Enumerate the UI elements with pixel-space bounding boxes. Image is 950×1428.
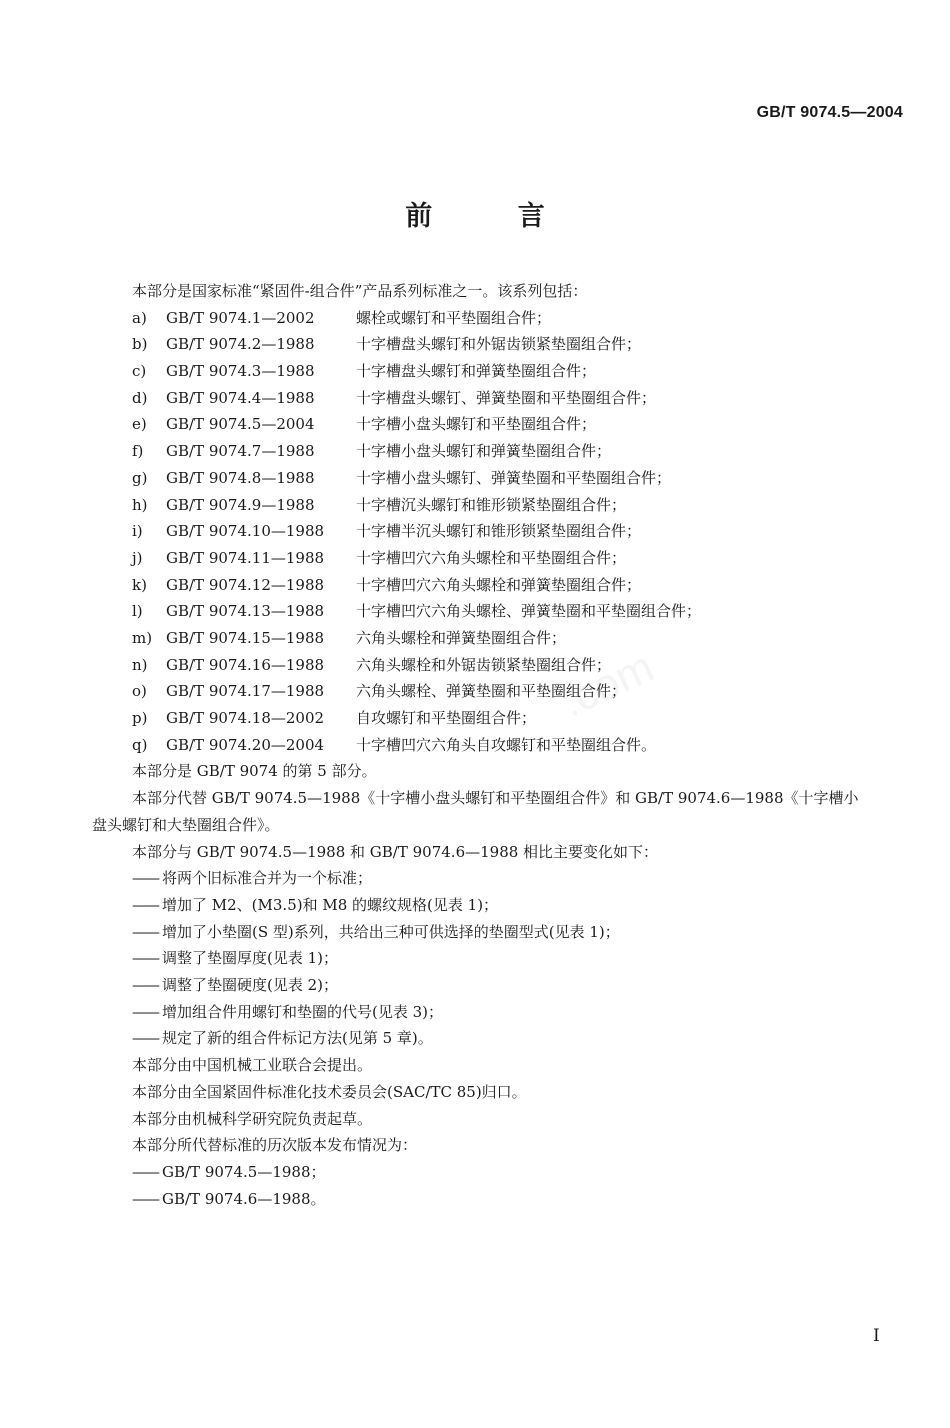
series-item-label: l): [132, 602, 143, 621]
series-item: [132, 411, 862, 438]
change-item: [92, 865, 862, 892]
series-item-code: GB/T 9074.5—2004: [166, 415, 315, 434]
series-item-code: GB/T 9074.15—1988: [166, 628, 325, 647]
series-item-label: n): [132, 655, 148, 674]
series-item-name: 十字槽盘头螺钉和外锯齿锁紧垫圈组合件；: [356, 335, 642, 354]
series-item-label: o): [132, 682, 147, 701]
history-item: [92, 1186, 862, 1213]
changes-list: [92, 865, 862, 1052]
watermark: .com: [553, 642, 662, 727]
history-item: [92, 1159, 862, 1186]
series-item-code: GB/T 9074.7—1988: [166, 442, 315, 461]
series-item-name: 十字槽凹穴六角头螺栓和弹簧垫圈组合件；: [356, 575, 642, 594]
series-item-code: GB/T 9074.13—1988: [166, 602, 325, 621]
series-item-code: GB/T 9074.9—1988: [166, 495, 315, 514]
series-item-name: 十字槽沉头螺钉和锥形锁紧垫圈组合件；: [356, 495, 627, 514]
series-item-code: GB/T 9074.3—1988: [166, 362, 315, 381]
series-item-label: i): [132, 522, 143, 541]
change-item-text: 调整了垫圈硬度(见表 2)；: [162, 976, 339, 995]
series-item-name: 十字槽盘头螺钉、弹簧垫圈和平垫圈组合件；: [356, 388, 657, 407]
series-item-label: p): [132, 709, 148, 728]
series-item-name: 十字槽凹穴六角头螺栓和平垫圈组合件；: [356, 548, 627, 567]
series-item-code: GB/T 9074.12—1988: [166, 575, 325, 594]
series-item-code: GB/T 9074.18—2002: [166, 709, 325, 728]
proposed-by: 本部分由中国机械工业联合会提出。: [132, 1056, 373, 1075]
series-item: [132, 438, 862, 465]
change-item: [92, 892, 862, 919]
series-item-label: q): [132, 735, 148, 754]
series-item-label: c): [132, 362, 147, 381]
standard-code: GB/T 9074.5—2004: [756, 104, 903, 121]
series-item-code: GB/T 9074.2—1988: [166, 335, 315, 354]
series-item: [132, 385, 862, 412]
series-item-name: 螺栓或螺钉和平垫圈组合件；: [356, 308, 552, 327]
series-item-name: 十字槽凹穴六角头螺栓、弹簧垫圈和平垫圈组合件；: [356, 602, 702, 621]
series-item: [132, 652, 862, 679]
series-item: [132, 625, 862, 652]
series-item-name: 六角头螺栓、弹簧垫圈和平垫圈组合件；: [356, 682, 627, 701]
series-item-label: d): [132, 388, 148, 407]
history-item-text: GB/T 9074.5—1988；: [162, 1162, 326, 1181]
history-intro: 本部分所代替标准的历次版本发布情况为：: [132, 1136, 418, 1155]
dash-mark: ——: [132, 895, 158, 914]
series-item: [132, 732, 862, 759]
series-item-code: GB/T 9074.20—2004: [166, 735, 325, 754]
series-item-name: 十字槽小盘头螺钉、弹簧垫圈和平垫圈组合件；: [356, 468, 672, 487]
change-item-text: 增加了 M2、(M3.5)和 M8 的螺纹规格(见表 1)；: [162, 895, 499, 914]
series-item-label: j): [132, 548, 143, 567]
dash-mark: ——: [132, 922, 158, 941]
intro-paragraph: 本部分是国家标准“紧固件-组合件”产品系列标准之一。该系列包括：: [132, 282, 588, 300]
series-item-name: 十字槽半沉头螺钉和锥形锁紧垫圈组合件；: [356, 522, 642, 541]
series-item-label: k): [132, 575, 147, 594]
series-item-code: GB/T 9074.1—2002: [166, 308, 315, 327]
change-item-text: 调整了垫圈厚度(见表 1)；: [162, 949, 339, 968]
series-item-code: GB/T 9074.4—1988: [166, 388, 315, 407]
series-item-name: 自攻螺钉和平垫圈组合件；: [356, 709, 537, 728]
series-item: [132, 705, 862, 732]
series-item: [132, 598, 862, 625]
change-item: [92, 945, 862, 972]
dash-mark: ——: [132, 1162, 158, 1181]
series-item: [132, 678, 862, 705]
series-item-label: f): [132, 442, 144, 461]
series-list: [92, 305, 862, 759]
series-item-name: 十字槽小盘头螺钉和弹簧垫圈组合件；: [356, 442, 612, 461]
dash-mark: ——: [132, 1029, 158, 1048]
series-item-code: GB/T 9074.17—1988: [166, 682, 325, 701]
history-item-text: GB/T 9074.6—1988。: [162, 1189, 326, 1208]
series-item-code: GB/T 9074.16—1988: [166, 655, 325, 674]
series-item-label: g): [132, 468, 148, 487]
series-item: [132, 572, 862, 599]
dash-mark: ——: [132, 869, 158, 888]
dash-mark: ——: [132, 1002, 158, 1021]
change-item-text: 增加了小垫圈(S 型)系列，共给出三种可供选择的垫圈型式(见表 1)；: [162, 922, 620, 941]
series-item-name: 十字槽小盘头螺钉和平垫圈组合件；: [356, 415, 597, 434]
change-item-text: 增加组合件用螺钉和垫圈的代号(见表 3)；: [162, 1002, 444, 1021]
series-item-name: 十字槽凹穴六角头自攻螺钉和平垫圈组合件。: [356, 735, 657, 754]
series-item-label: m): [132, 628, 153, 647]
series-item-code: GB/T 9074.11—1988: [166, 548, 325, 567]
document-body: [92, 278, 862, 1212]
part-statement: 本部分是 GB/T 9074 的第 5 部分。: [132, 762, 377, 781]
change-item: [92, 999, 862, 1026]
change-item: [92, 972, 862, 999]
replaces-paragraph: 本部分代替 GB/T 9074.5—1988《十字槽小盘头螺钉和平垫圈组合件》和 GB/T 9074.6—1988《十字槽小盘头螺钉和大垫圈组合件》。: [92, 789, 859, 834]
page-number: I: [873, 1326, 880, 1346]
series-item-label: b): [132, 335, 148, 354]
series-item-code: GB/T 9074.10—1988: [166, 522, 325, 541]
dash-mark: ——: [132, 976, 158, 995]
dash-mark: ——: [132, 1189, 158, 1208]
dash-mark: ——: [132, 949, 158, 968]
change-item-text: 规定了新的组合件标记方法(见第 5 章)。: [162, 1029, 433, 1048]
series-item: [132, 492, 862, 519]
series-item-name: 六角头螺栓和外锯齿锁紧垫圈组合件；: [356, 655, 612, 674]
series-item: [132, 358, 862, 385]
change-item: [92, 919, 862, 946]
series-item: [132, 545, 862, 572]
series-item: [132, 305, 862, 332]
page-title: 前 言: [405, 201, 583, 232]
series-item: [132, 465, 862, 492]
series-item: [132, 518, 862, 545]
series-item-code: GB/T 9074.8—1988: [166, 468, 315, 487]
series-item-label: e): [132, 415, 147, 434]
series-item-name: 十字槽盘头螺钉和弹簧垫圈组合件；: [356, 362, 597, 381]
history-list: [92, 1159, 862, 1212]
drafted-by: 本部分由机械科学研究院负责起草。: [132, 1109, 373, 1128]
changes-intro: 本部分与 GB/T 9074.5—1988 和 GB/T 9074.6—1988 相比主要变化如下：: [132, 842, 659, 861]
centralized-by: 本部分由全国紧固件标准化技术委员会(SAC/TC 85)归口。: [132, 1082, 527, 1101]
change-item: [92, 1025, 862, 1052]
series-item-label: a): [132, 308, 147, 327]
series-item-name: 六角头螺栓和弹簧垫圈组合件；: [356, 628, 567, 647]
series-item: [132, 331, 862, 358]
change-item-text: 将两个旧标准合并为一个标准；: [162, 869, 373, 888]
series-item-label: h): [132, 495, 148, 514]
